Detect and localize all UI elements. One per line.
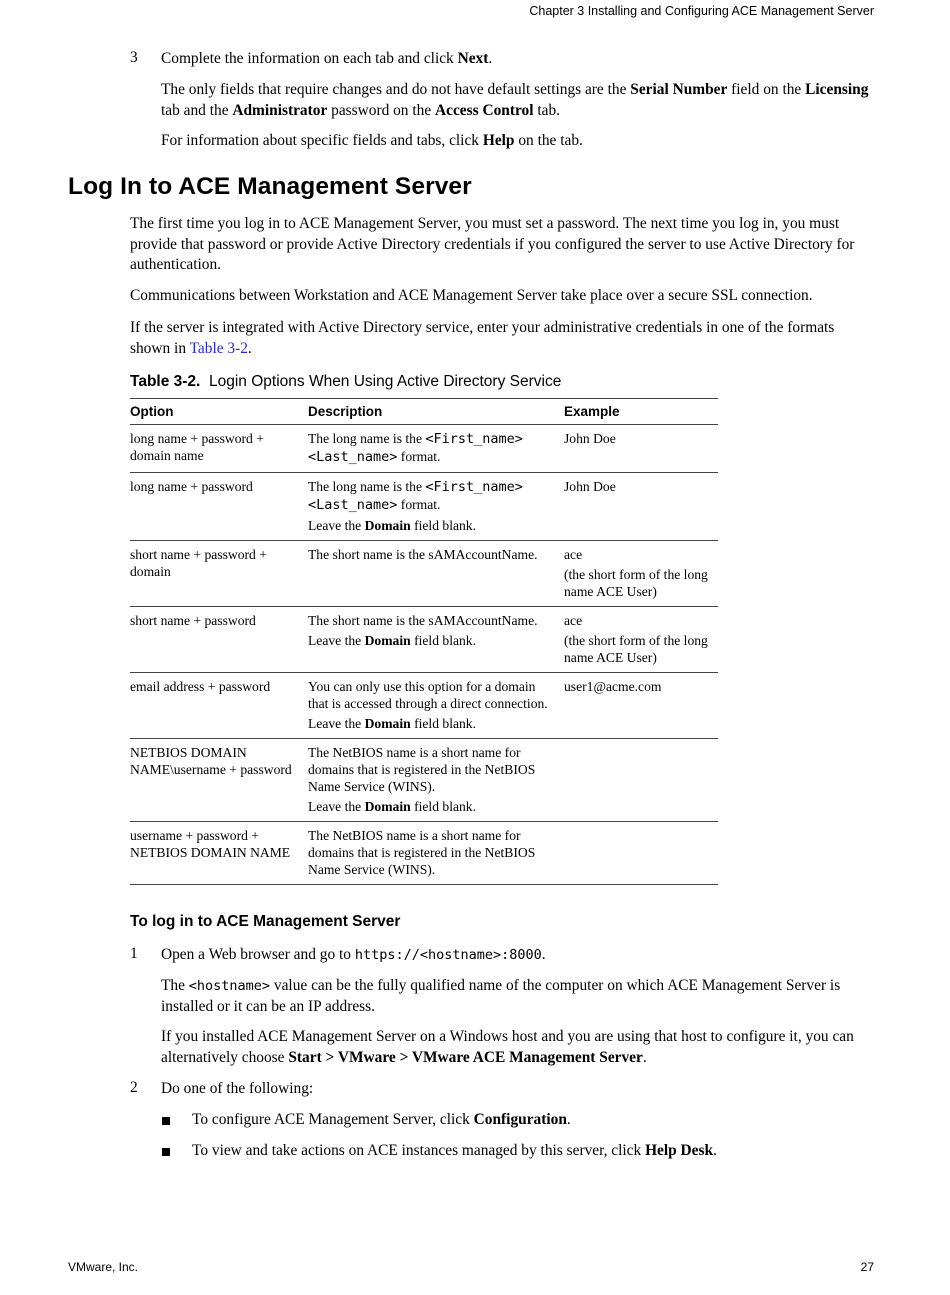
description-cell: The long name is the <First_name> <Last_name> format. Leave the Domain field blank.	[308, 473, 564, 541]
example-cell: John Doe	[564, 473, 718, 541]
description-cell: The short name is the sAMAccountName. Leave the Domain field blank.	[308, 607, 564, 673]
example-cell	[564, 739, 718, 822]
option-cell: long name + password	[130, 473, 308, 541]
description-cell: You can only use this option for a domain that is accessed through a direct connection. Leave the Domain field blank.	[308, 673, 564, 739]
table-header-row	[130, 399, 718, 425]
table-reference-link[interactable]: Table 3-2	[189, 339, 248, 357]
example-cell: user1@acme.com	[564, 673, 718, 739]
ssl-paragraph: Communications between Workstation and ACE Management Server take place over a secure SSL connection.	[130, 287, 813, 304]
example-cell	[564, 822, 718, 885]
example-cell: ace (the short form of the long name ACE User)	[564, 541, 718, 607]
table-row	[130, 425, 718, 473]
step-number: 1	[130, 945, 138, 962]
description-cell: The long name is the <First_name> <Last_name> format.	[308, 425, 564, 473]
step-3-note: The only fields that require changes and do not have default settings are the Serial Number field on the Licensing tab and the Administrator password on the Access Control tab.	[161, 81, 869, 119]
description-cell: The NetBIOS name is a short name for domains that is registered in the NetBIOS Name Service (WINS).	[308, 822, 564, 885]
table-caption: Table 3-2. Login Options When Using Active Directory Service	[130, 373, 562, 390]
table-row	[130, 822, 718, 885]
column-header-option: Option	[130, 399, 308, 425]
step-3-text: Complete the information on each tab and click Next.	[161, 50, 493, 67]
column-header-description: Description	[308, 399, 564, 425]
bullet-item-configuration: To configure ACE Management Server, click Configuration.	[192, 1111, 571, 1128]
step-1-windows-note: If you installed ACE Management Server on a Windows host and you are using that host to configure it, you can alternatively choose Start > VMware > VMware ACE Management Server.	[161, 1028, 854, 1066]
option-cell: long name + password + domain name	[130, 425, 308, 473]
description-cell: The short name is the sAMAccountName.	[308, 541, 564, 607]
example-cell: ace (the short form of the long name ACE User)	[564, 607, 718, 673]
table-row	[130, 739, 718, 822]
table-row	[130, 541, 718, 607]
column-header-example: Example	[564, 399, 718, 425]
step-1-text: Open a Web browser and go to https://<hostname>:8000.	[161, 946, 546, 963]
procedure-heading: To log in to ACE Management Server	[130, 913, 401, 930]
ad-paragraph: If the server is integrated with Active Directory service, enter your administrative credentials in one of the formats shown in Table 3-2.	[130, 319, 835, 357]
intro-paragraph: The first time you log in to ACE Management Server, you must set a password. The next time you log in, you must provide that password or provide Active Directory credentials if you configured the server to use Active Directory for authentication.	[130, 215, 855, 273]
option-cell: short name + password + domain	[130, 541, 308, 607]
option-cell: email address + password	[130, 673, 308, 739]
footer-company: VMware, Inc.	[68, 1260, 139, 1274]
step-number: 3	[130, 49, 138, 66]
page-number: 27	[860, 1260, 874, 1274]
login-options-table	[130, 398, 718, 885]
option-cell: NETBIOS DOMAIN NAME\username + password	[130, 739, 308, 822]
option-cell: username + password + NETBIOS DOMAIN NAME	[130, 822, 308, 885]
running-header: Chapter 3 Installing and Configuring ACE Management Server	[529, 4, 874, 18]
table-row	[130, 673, 718, 739]
option-cell: short name + password	[130, 607, 308, 673]
example-cell: John Doe	[564, 425, 718, 473]
bullet-square-icon	[162, 1117, 170, 1125]
table-row	[130, 473, 718, 541]
bullet-square-icon	[162, 1148, 170, 1156]
step-number: 2	[130, 1079, 138, 1096]
description-cell: The NetBIOS name is a short name for domains that is registered in the NetBIOS Name Service (WINS). Leave the Domain field blank.	[308, 739, 564, 822]
bullet-item-help-desk: To view and take actions on ACE instances managed by this server, click Help Desk.	[192, 1142, 717, 1159]
step-1-hostname-note: The <hostname> value can be the fully qualified name of the computer on which ACE Management Server is installed or it can be an IP address.	[161, 977, 841, 1015]
table-row	[130, 607, 718, 673]
section-title: Log In to ACE Management Server	[68, 173, 472, 200]
step-2-text: Do one of the following:	[161, 1080, 314, 1097]
step-3-help: For information about specific fields and tabs, click Help on the tab.	[161, 132, 583, 149]
